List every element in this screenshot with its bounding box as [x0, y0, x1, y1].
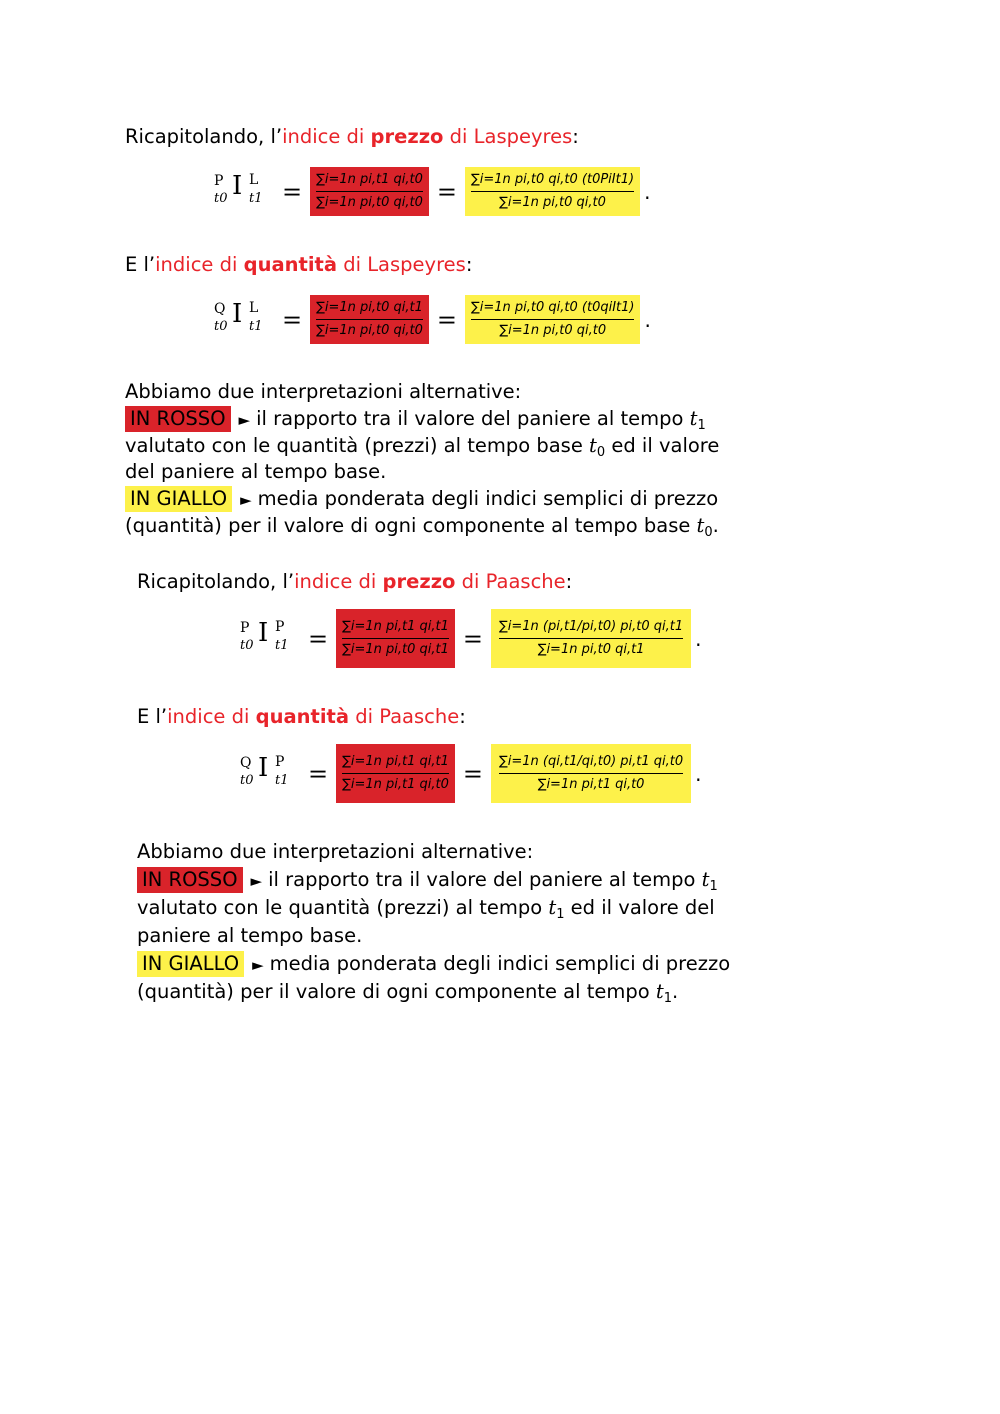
- lhs-sub-right: t1: [275, 637, 289, 653]
- lhs-sup-left: P: [240, 619, 250, 636]
- heading-keyword: prezzo: [370, 125, 444, 148]
- fraction-bar: [499, 638, 683, 639]
- fraction-denominator: ∑i=1n pi,t0 qi,t0: [499, 323, 607, 338]
- laspeyres-interp-red-line2: [125, 432, 719, 460]
- paasche-price-heading: [137, 568, 572, 596]
- paasche-quantity-heading: [137, 703, 466, 731]
- lhs-sup-right: P: [275, 753, 285, 770]
- heading-keyword: quantità: [255, 705, 349, 728]
- lhs-sub-left: t0: [240, 772, 254, 788]
- time-subscript: 1: [663, 991, 672, 1006]
- time-var: t: [689, 407, 698, 430]
- in-giallo-tag: IN GIALLO: [137, 951, 244, 977]
- red-line-text: il rapporto tra il valore del paniere al tempo: [268, 868, 702, 891]
- heading-highlight: indice di: [294, 570, 383, 593]
- paasche-quantity-formula: [240, 744, 702, 803]
- lhs-sup-right: P: [275, 618, 285, 635]
- period: .: [644, 307, 651, 332]
- heading-colon: :: [465, 253, 473, 276]
- fraction-bar: [316, 191, 423, 192]
- paasche-interp-red-line3: paniere al tempo base.: [137, 924, 363, 947]
- lhs-sub-right: t1: [249, 318, 263, 334]
- period: .: [695, 761, 702, 786]
- laspeyres-price-formula: [214, 167, 650, 216]
- heading-colon: :: [565, 570, 573, 593]
- heading-keyword: quantità: [243, 253, 337, 276]
- laspeyres-price-heading: [125, 123, 579, 151]
- period: .: [644, 179, 651, 204]
- time-var: t: [696, 514, 705, 537]
- lhs-index-symbol: I: [232, 170, 243, 201]
- laspeyres-interp-red-line3: del paniere al tempo base.: [125, 460, 387, 483]
- time-var: t: [655, 980, 664, 1003]
- paasche-interp-red-line1: [137, 866, 718, 895]
- yellow-fraction: [465, 167, 640, 216]
- triangle-bullet-icon: ►: [250, 872, 263, 890]
- lhs-index-symbol: I: [258, 617, 269, 648]
- time-subscript: 0: [704, 525, 713, 540]
- fraction-numerator: ∑i=1n (pi,t1/pi,t0) pi,t0 qi,t1: [499, 619, 684, 634]
- heading-highlight-end: di Laspeyres: [443, 125, 573, 148]
- heading-intro: Ricapitolando, l’: [137, 570, 295, 593]
- fraction-numerator: ∑i=1n pi,t0 qi,t0 (t0PiIt1): [471, 172, 635, 187]
- paasche-interp-red-line2: [137, 894, 715, 922]
- laspeyres-interp-yellow-line2: [125, 512, 719, 540]
- equals-sign: =: [436, 305, 457, 334]
- fraction-numerator: ∑i=1n (qi,t1/qi,t0) pi,t1 qi,t0: [499, 754, 684, 769]
- laspeyres-quantity-formula: [214, 295, 651, 344]
- heading-highlight-end: di Paasche: [349, 705, 460, 728]
- time-subscript: 0: [596, 445, 606, 460]
- formula-lhs: [214, 169, 274, 215]
- fraction-numerator: ∑i=1n pi,t1 qi,t0: [316, 172, 423, 187]
- lhs-sub-left: t0: [240, 637, 254, 653]
- yellow-line-text: media ponderata degli indici semplici di prezzo: [269, 952, 731, 975]
- yellow-fraction: [491, 744, 691, 803]
- paasche-interp-heading: Abbiamo due interpretazioni alternative:: [137, 840, 534, 863]
- heading-highlight: indice di: [167, 705, 256, 728]
- red-line-text-end: ed il valore: [605, 434, 720, 457]
- yellow-fraction: [491, 609, 691, 668]
- red-line-text: il rapporto tra il valore del paniere al tempo: [256, 407, 690, 430]
- heading-colon: :: [459, 705, 466, 728]
- equals-sign: =: [462, 624, 483, 653]
- time-subscript: 1: [697, 418, 706, 433]
- heading-highlight-end: di Laspeyres: [337, 253, 466, 276]
- fraction-numerator: ∑i=1n pi,t1 qi,t1: [342, 619, 449, 634]
- lhs-sub-left: t0: [214, 190, 228, 206]
- line-end: .: [672, 980, 679, 1003]
- formula-lhs: [240, 751, 300, 797]
- heading-keyword: prezzo: [382, 570, 456, 593]
- equals-sign: =: [308, 759, 329, 788]
- fraction-numerator: ∑i=1n pi,t0 qi,t1: [316, 300, 423, 315]
- heading-highlight: indice di: [282, 125, 371, 148]
- yellow-line-text: media ponderata degli indici semplici di prezzo: [257, 487, 719, 510]
- time-subscript: 1: [709, 879, 718, 894]
- red-fraction: [310, 295, 429, 344]
- red-line-text: valutato con le quantità (prezzi) al tempo: [137, 896, 549, 919]
- yellow-line-text: (quantità) per il valore di ogni componente al tempo base: [125, 514, 697, 537]
- red-fraction: [336, 744, 455, 803]
- fraction-denominator: ∑i=1n pi,t1 qi,t0: [537, 777, 645, 792]
- fraction-bar: [471, 319, 634, 320]
- lhs-sup-left: Q: [214, 300, 226, 317]
- lhs-sub-right: t1: [249, 190, 263, 206]
- fraction-bar: [342, 773, 449, 774]
- laspeyres-interp-heading: Abbiamo due interpretazioni alternative:: [125, 380, 522, 403]
- lhs-sup-left: Q: [240, 754, 252, 771]
- laspeyres-quantity-heading: [125, 251, 472, 279]
- fraction-denominator: ∑i=1n pi,t0 qi,t0: [316, 195, 423, 210]
- fraction-denominator: ∑i=1n pi,t0 qi,t1: [342, 642, 449, 657]
- lhs-sub-left: t0: [214, 318, 228, 334]
- triangle-bullet-icon: ►: [252, 956, 264, 974]
- formula-lhs: [240, 616, 300, 662]
- in-giallo-tag: IN GIALLO: [125, 486, 232, 512]
- heading-intro: E l’: [137, 705, 168, 728]
- fraction-bar: [471, 191, 634, 192]
- time-var: t: [589, 434, 597, 457]
- paasche-interp-yellow-line2: [137, 978, 678, 1006]
- fraction-bar: [316, 319, 423, 320]
- equals-sign: =: [282, 305, 303, 334]
- lhs-index-symbol: I: [232, 298, 243, 329]
- heading-intro: Ricapitolando, l’: [125, 125, 283, 148]
- red-fraction: [336, 609, 455, 668]
- triangle-bullet-icon: ►: [240, 491, 252, 509]
- heading-intro: E l’: [125, 253, 156, 276]
- formula-lhs: [214, 297, 274, 343]
- red-fraction: [310, 167, 429, 216]
- time-var: t: [701, 868, 710, 891]
- time-subscript: 1: [556, 907, 565, 922]
- equals-sign: =: [282, 177, 303, 206]
- lhs-sup-left: P: [214, 172, 224, 189]
- in-rosso-tag: IN ROSSO: [125, 406, 231, 432]
- red-line-text: valutato con le quantità (prezzi) al tempo base: [125, 434, 590, 457]
- equals-sign: =: [308, 624, 329, 653]
- fraction-numerator: ∑i=1n pi,t0 qi,t0 (t0qiIt1): [471, 300, 635, 315]
- yellow-fraction: [465, 295, 640, 344]
- fraction-denominator: ∑i=1n pi,t0 qi,t0: [499, 195, 606, 210]
- fraction-bar: [342, 638, 449, 639]
- paasche-interp-yellow-line1: [137, 950, 730, 979]
- yellow-line-text: (quantità) per il valore di ogni componente al tempo: [137, 980, 656, 1003]
- line-end: .: [712, 514, 719, 537]
- in-rosso-tag: IN ROSSO: [137, 867, 243, 893]
- equals-sign: =: [436, 177, 457, 206]
- fraction-denominator: ∑i=1n pi,t0 qi,t0: [316, 323, 423, 338]
- heading-highlight: indice di: [155, 253, 244, 276]
- fraction-numerator: ∑i=1n pi,t1 qi,t1: [342, 754, 449, 769]
- heading-colon: :: [572, 125, 579, 148]
- red-line-text-end: ed il valore del: [564, 896, 715, 919]
- triangle-bullet-icon: ►: [238, 411, 251, 429]
- lhs-sup-right: L: [249, 299, 259, 316]
- period: .: [695, 626, 702, 651]
- fraction-bar: [499, 773, 683, 774]
- lhs-sup-right: L: [249, 171, 259, 188]
- lhs-sub-right: t1: [275, 772, 289, 788]
- lhs-index-symbol: I: [258, 752, 269, 783]
- fraction-denominator: ∑i=1n pi,t1 qi,t0: [342, 777, 449, 792]
- paasche-price-formula: [240, 609, 702, 668]
- equals-sign: =: [462, 759, 483, 788]
- time-var: t: [548, 896, 557, 919]
- fraction-denominator: ∑i=1n pi,t0 qi,t1: [537, 642, 645, 657]
- laspeyres-interp-red-line1: [125, 405, 706, 434]
- laspeyres-interp-yellow-line1: [125, 485, 718, 514]
- heading-highlight-end: di Paasche: [455, 570, 566, 593]
